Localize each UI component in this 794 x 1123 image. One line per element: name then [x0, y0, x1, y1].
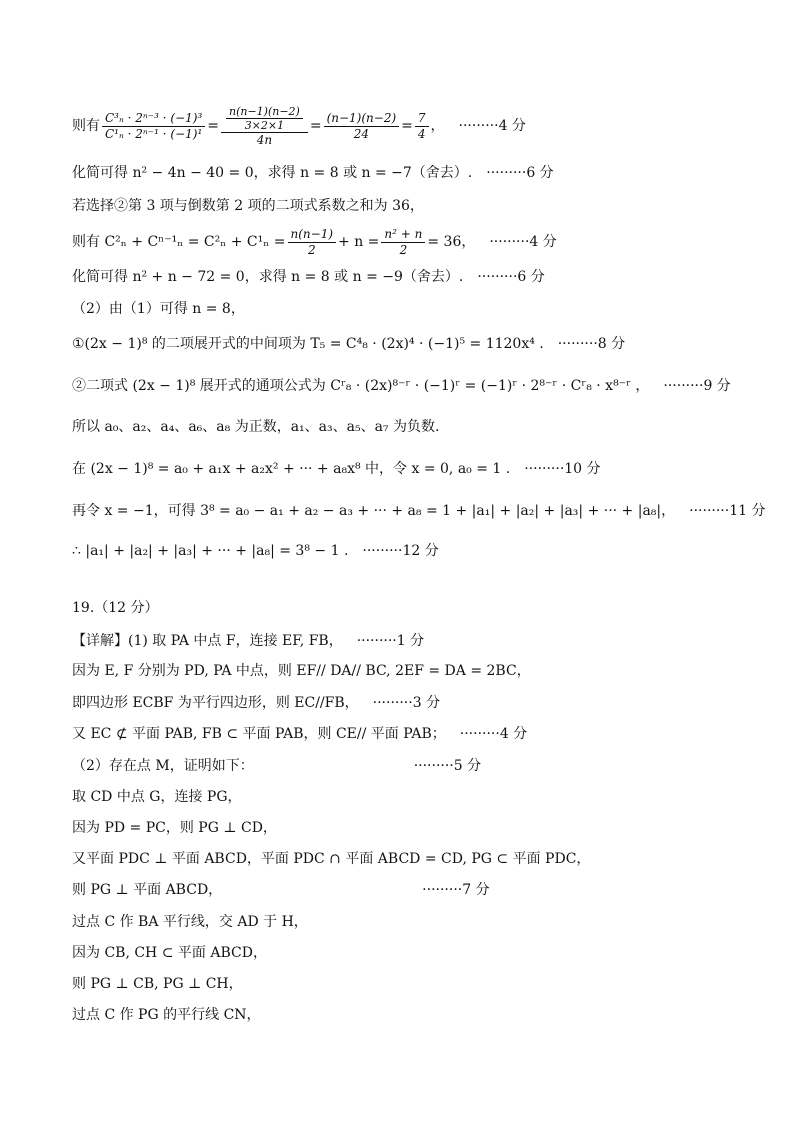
- score-marker: ·········9 分: [663, 378, 731, 394]
- text-line: [72, 377, 734, 395]
- fraction-1: [102, 111, 205, 142]
- text-line: [72, 881, 734, 899]
- line-text: 因为 E, F 分别为 PD, PA 中点，则 EF// DA// BC, 2EF = DA = 2BC，: [72, 663, 531, 679]
- score-marker: ·········5 分: [413, 758, 482, 774]
- text-line: [72, 788, 734, 806]
- fraction-2: [381, 227, 425, 258]
- text-line: [72, 850, 734, 868]
- line-text: 又平面 PDC ⊥ 平面 ABCD，平面 PDC ∩ 平面 ABCD = CD, PG ⊂ 平面 PDC，: [72, 851, 591, 867]
- line-text: （2）由（1）可得 n = 8，: [72, 301, 245, 317]
- fraction-2-numerator: [221, 105, 308, 133]
- fraction-1-denominator: C¹ₙ · 2ⁿ⁻¹ · (−1)¹: [105, 126, 203, 141]
- score-marker: ·········12 分: [362, 543, 439, 559]
- line-text: ①(2x − 1)⁸ 的二项展开式的中间项为 T₅ = C⁴₈ · (2x)⁴ · (−1)⁵ = 1120x⁴ .: [72, 336, 544, 352]
- fraction-3: [324, 111, 400, 142]
- score-marker: ·········4 分: [459, 726, 528, 742]
- text-line: [72, 268, 734, 286]
- line-text: 若选择②第 3 项与倒数第 2 项的二项式系数之和为 36，: [72, 198, 424, 214]
- fraction-3-denominator: 24: [353, 126, 369, 141]
- line-text: 则 PG ⊥ CB, PG ⊥ CH，: [72, 976, 243, 992]
- text-line: [72, 757, 734, 775]
- fraction-2-inner-denominator: 3×2×1: [244, 118, 285, 132]
- line-text: 19.（12 分）: [72, 600, 159, 616]
- text-line: [72, 694, 734, 712]
- fraction-1: [288, 227, 337, 258]
- equation-line-binomial-sum: [72, 224, 734, 260]
- text-line: [72, 542, 734, 560]
- fraction-2-inner: [226, 105, 303, 132]
- line-text: 因为 PD = PC，则 PG ⊥ CD，: [72, 820, 277, 836]
- fraction-4-denominator: 4: [417, 126, 426, 141]
- fraction-2-numerator: n² + n: [381, 227, 425, 243]
- score-marker: ·········11 分: [689, 503, 766, 519]
- line-text: 化简可得 n² + n − 72 = 0，求得 n = 8 或 n = −9（舍去）.: [72, 269, 464, 285]
- equals-sign: =: [207, 118, 219, 134]
- line-text: 所以 a₀、a₂、a₄、a₆、a₈ 为正数，a₁、a₃、a₅、a₇ 为负数.: [72, 419, 440, 435]
- text-line: [72, 335, 734, 353]
- score-marker: ·········7 分: [422, 882, 490, 898]
- line-text: 过点 C 作 PG 的平行线 CN，: [72, 1007, 261, 1023]
- fraction-4-numerator: 7: [415, 111, 429, 127]
- fraction-3-numerator: (n−1)(n−2): [324, 111, 400, 127]
- text-line: [72, 662, 734, 680]
- line-text: 再令 x = −1，可得 3⁸ = a₀ − a₁ + a₂ − a₃ + ··· + a₈ = 1 + |a₁| + |a₂| + |a₃| + ··· + |a₈|，: [72, 503, 676, 519]
- line-text: 过点 C 作 BA 平行线，交 AD 于 H，: [72, 914, 308, 930]
- line-text: ∴ |a₁| + |a₂| + |a₃| + ··· + |a₈| = 3⁸ − 1 .: [72, 543, 349, 559]
- equation-line-combination-ratio: [72, 101, 734, 151]
- score-marker: ·········6 分: [486, 165, 554, 181]
- fraction-2-denominator: 2: [399, 242, 408, 257]
- text-line: [72, 819, 734, 837]
- fraction-2-inner-numerator: n(n−1)(n−2): [226, 105, 303, 119]
- text-line: [72, 197, 734, 215]
- fraction-2-denominator: 4n: [256, 132, 273, 147]
- text-line: [72, 632, 734, 650]
- score-marker: ·········8 分: [557, 336, 626, 352]
- equals-sign: =: [401, 118, 413, 134]
- score-marker: ·········10 分: [524, 461, 601, 477]
- line-text: 又 EC ⊄ 平面 PAB, FB ⊂ 平面 PAB，则 CE// 平面 PAB；: [72, 726, 446, 742]
- text-line: [72, 300, 734, 318]
- line-prefix: 则有: [72, 118, 100, 134]
- line-text: 【详解】(1) 取 PA 中点 F，连接 EF, FB，: [72, 633, 343, 649]
- text-line: [72, 502, 766, 520]
- fraction-1-numerator: n(n−1): [288, 227, 337, 243]
- text-line: [72, 944, 734, 962]
- line-text: 则 PG ⊥ 平面 ABCD，: [72, 882, 223, 898]
- line-tail: = 36，: [427, 234, 476, 250]
- line-text: 化简可得 n² − 4n − 40 = 0，求得 n = 8 或 n = −7（舍去）.: [72, 165, 473, 181]
- fraction-1-numerator: C³ₙ · 2ⁿ⁻³ · (−1)³: [102, 111, 205, 127]
- score-marker: ·········4 分: [489, 234, 557, 250]
- score-marker: ·········4 分: [458, 118, 526, 134]
- line-text: 因为 CB, CH ⊂ 平面 ABCD，: [72, 945, 267, 961]
- line-tail: ，: [430, 118, 445, 134]
- score-marker: ·········3 分: [372, 695, 441, 711]
- equals-sign: =: [309, 118, 322, 134]
- line-text: 取 CD 中点 G，连接 PG，: [72, 789, 242, 805]
- text-line: [72, 418, 734, 436]
- line-mid: + n =: [338, 234, 380, 250]
- text-line: [72, 164, 734, 182]
- question-heading: [72, 599, 734, 617]
- text-line: [72, 913, 734, 931]
- score-marker: ·········6 分: [477, 269, 545, 285]
- text-line: [72, 460, 734, 478]
- fraction-2: [221, 105, 308, 148]
- line-text: （2）存在点 M，证明如下：: [72, 758, 254, 774]
- score-marker: ·········1 分: [356, 633, 425, 649]
- line-text: 在 (2x − 1)⁸ = a₀ + a₁x + a₂x² + ··· + a₈x⁸ 中，令 x = 0, a₀ = 1 .: [72, 461, 511, 477]
- line-prefix: 则有 C²ₙ + Cⁿ⁻¹ₙ = C²ₙ + C¹ₙ =: [72, 234, 286, 250]
- line-text: 即四边形 ECBF 为平行四边形，则 EC//FB，: [72, 695, 359, 711]
- text-line: [72, 975, 734, 993]
- line-text: ②二项式 (2x − 1)⁸ 展开式的通项公式为 Cʳ₈ · (2x)⁸⁻ʳ · (−1)ʳ = (−1)ʳ · 2⁸⁻ʳ · Cʳ₈ · x⁸⁻ʳ ，: [72, 378, 650, 394]
- text-line: [72, 725, 734, 743]
- text-line: [72, 1006, 734, 1024]
- fraction-1-denominator: 2: [307, 242, 316, 257]
- fraction-4: [415, 111, 429, 142]
